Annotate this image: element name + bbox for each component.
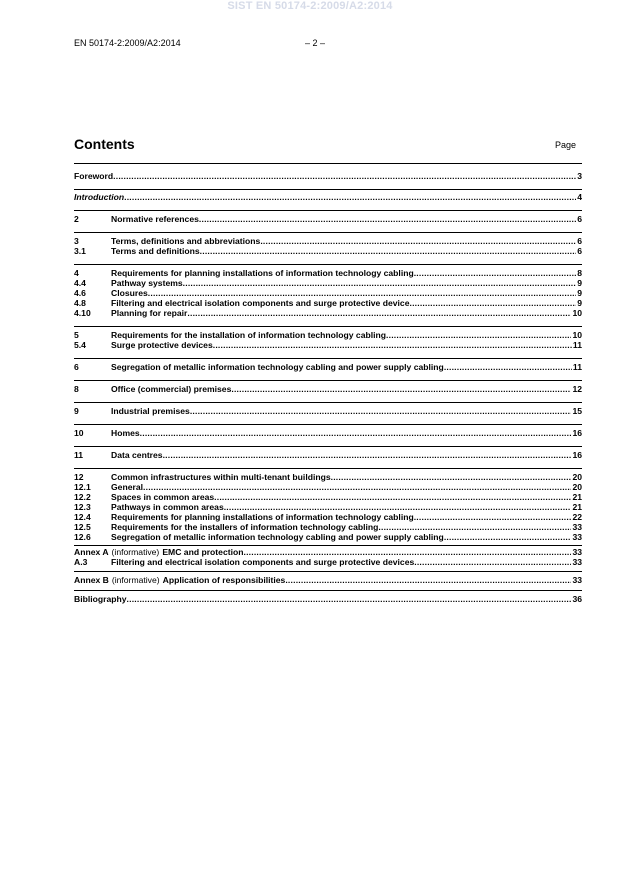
toc-entry-page: 3 bbox=[577, 171, 582, 181]
leader-dots bbox=[199, 214, 576, 224]
toc-entry-title: Bibliography bbox=[74, 594, 127, 604]
leader-dots bbox=[213, 340, 572, 350]
toc-entry[interactable] bbox=[74, 547, 582, 557]
toc-entry[interactable] bbox=[74, 362, 582, 372]
toc-entry-title: Data centres bbox=[111, 450, 163, 460]
toc-entry-title: Closures bbox=[111, 288, 148, 298]
toc-entry-title: Spaces in common areas bbox=[111, 492, 215, 502]
toc-entry[interactable] bbox=[74, 406, 582, 416]
toc-entry[interactable] bbox=[74, 428, 582, 438]
toc-entry[interactable] bbox=[74, 482, 582, 492]
toc-entry-number: 10 bbox=[74, 428, 84, 438]
toc-entry[interactable] bbox=[74, 384, 582, 394]
toc-entry-number: 5 bbox=[74, 330, 79, 340]
leader-dots bbox=[200, 246, 577, 256]
toc-entry-number: 12.6 bbox=[74, 532, 91, 542]
toc-entry-title: Pathways in common areas bbox=[111, 502, 224, 512]
leader-dots bbox=[444, 362, 572, 372]
toc-entry-page: 20 bbox=[572, 482, 582, 492]
toc-entry-page: 6 bbox=[577, 214, 582, 224]
leader-dots bbox=[260, 236, 576, 246]
toc-entry-title: Application of responsibilities bbox=[162, 575, 286, 585]
toc-entry-page: 21 bbox=[572, 492, 582, 502]
leader-dots bbox=[187, 308, 571, 318]
toc-entry-page: 36 bbox=[572, 594, 582, 604]
toc-entry-title: Normative references bbox=[111, 214, 199, 224]
toc-entry-number: 12.4 bbox=[74, 512, 91, 522]
toc-entry-title: Requirements for the installation of information technology cabling bbox=[111, 330, 387, 340]
toc-entry-number: 4.6 bbox=[74, 288, 86, 298]
toc-entry[interactable] bbox=[74, 236, 582, 246]
toc-entry-number: 8 bbox=[74, 384, 79, 394]
toc-entry-page: 10 bbox=[572, 330, 582, 340]
toc-entry-page: 33 bbox=[572, 557, 582, 567]
toc-entry-number: 12.5 bbox=[74, 522, 91, 532]
toc-entry[interactable] bbox=[74, 340, 582, 350]
toc-entry-title: Office (commercial) premises bbox=[111, 384, 232, 394]
toc-entry[interactable] bbox=[74, 575, 582, 585]
toc-entry[interactable] bbox=[74, 330, 582, 340]
toc-entry-title: Filtering and electrical isolation components and surge protective devices bbox=[111, 557, 415, 567]
toc-entry[interactable] bbox=[74, 278, 582, 288]
toc-entry-title: Common infrastructures within multi-tenant buildings bbox=[111, 472, 331, 482]
toc-entry[interactable] bbox=[74, 450, 582, 460]
toc-entry-page: 16 bbox=[572, 428, 582, 438]
leader-dots bbox=[414, 557, 571, 567]
toc-entry[interactable] bbox=[74, 298, 582, 308]
leader-dots bbox=[224, 502, 572, 512]
toc-entry-title: Requirements for the installers of information technology cabling bbox=[111, 522, 379, 532]
leader-dots bbox=[163, 450, 572, 460]
toc-entry-page: 8 bbox=[577, 268, 582, 278]
toc-entry-page: 9 bbox=[577, 278, 582, 288]
toc-entry-page: 9 bbox=[577, 288, 582, 298]
toc-entry-number: 12.1 bbox=[74, 482, 91, 492]
leader-dots bbox=[285, 575, 571, 585]
toc-entry[interactable] bbox=[74, 512, 582, 522]
toc-entry-page: 16 bbox=[572, 450, 582, 460]
leader-dots bbox=[414, 268, 577, 278]
toc-entry-number: 5.4 bbox=[74, 340, 86, 350]
toc-entry-title: Homes bbox=[111, 428, 140, 438]
document-code: EN 50174-2:2009/A2:2014 bbox=[74, 38, 181, 48]
leader-dots bbox=[140, 428, 572, 438]
watermark-text: SIST EN 50174-2:2009/A2:2014 bbox=[227, 0, 393, 12]
toc-entry[interactable] bbox=[74, 557, 582, 567]
toc-entry-page: 10 bbox=[572, 308, 582, 318]
toc-entry[interactable] bbox=[74, 532, 582, 542]
toc-entry-page: 20 bbox=[572, 472, 582, 482]
leader-dots bbox=[243, 547, 571, 557]
toc-entry-title: Foreword bbox=[74, 171, 114, 181]
toc-entry-title: General bbox=[111, 482, 144, 492]
toc-entry-page: 21 bbox=[572, 502, 582, 512]
leader-dots bbox=[231, 384, 571, 394]
leader-dots bbox=[444, 532, 572, 542]
toc-entry-title: Introduction bbox=[74, 192, 125, 202]
toc-entry-title: EMC and protection bbox=[162, 547, 244, 557]
leader-dots bbox=[124, 192, 576, 202]
toc-entry[interactable] bbox=[74, 472, 582, 482]
annex-type: (informative) bbox=[111, 575, 160, 585]
toc-entry-page: 6 bbox=[577, 246, 582, 256]
toc-entry-title: Requirements for planning installations of information technology cabling bbox=[111, 512, 414, 522]
leader-dots bbox=[214, 492, 571, 502]
toc-entry[interactable] bbox=[74, 171, 582, 181]
toc-entry-page: 33 bbox=[572, 575, 582, 585]
toc-entry[interactable] bbox=[74, 288, 582, 298]
toc-entry-title: Terms and definitions bbox=[111, 246, 200, 256]
toc-entry[interactable] bbox=[74, 522, 582, 532]
leader-dots bbox=[143, 482, 571, 492]
toc-entry-number: 4.10 bbox=[74, 308, 91, 318]
table-of-contents bbox=[74, 171, 582, 604]
leader-dots bbox=[190, 406, 572, 416]
toc-entry-title: Terms, definitions and abbreviations bbox=[111, 236, 261, 246]
toc-entry-title: Industrial premises bbox=[111, 406, 190, 416]
toc-entry-title: Requirements for planning installations of information technology cabling bbox=[111, 268, 414, 278]
page-number: – 2 – bbox=[305, 38, 326, 48]
toc-entry-page: 11 bbox=[572, 362, 582, 372]
toc-entry[interactable] bbox=[74, 502, 582, 512]
toc-entry-number: 11 bbox=[74, 450, 84, 460]
toc-entry-number: 3.1 bbox=[74, 246, 86, 256]
toc-entry-title: Segregation of metallic information technology cabling and power supply cabling bbox=[111, 362, 444, 372]
leader-dots bbox=[409, 298, 576, 308]
toc-entry[interactable] bbox=[74, 308, 582, 318]
toc-entry-number: A.3 bbox=[74, 557, 88, 567]
toc-entry[interactable] bbox=[74, 192, 582, 202]
toc-entry-number: 9 bbox=[74, 406, 79, 416]
leader-dots bbox=[148, 288, 576, 298]
toc-entry[interactable] bbox=[74, 594, 582, 604]
toc-entry-page: 9 bbox=[577, 298, 582, 308]
toc-entry-page: 12 bbox=[572, 384, 582, 394]
leader-dots bbox=[414, 512, 572, 522]
leader-dots bbox=[378, 522, 571, 532]
toc-top-rule bbox=[74, 163, 582, 164]
leader-dots bbox=[113, 171, 576, 181]
leader-dots bbox=[127, 594, 572, 604]
toc-entry-number: 12 bbox=[74, 472, 84, 482]
leader-dots bbox=[331, 472, 572, 482]
toc-entry-title: Planning for repair bbox=[111, 308, 188, 318]
page-column-label: Page bbox=[555, 140, 577, 150]
toc-entry-title: Pathway systems bbox=[111, 278, 183, 288]
toc-entry-number: 4.8 bbox=[74, 298, 86, 308]
toc-entry-page: 33 bbox=[572, 522, 582, 532]
toc-entry[interactable] bbox=[74, 268, 582, 278]
leader-dots bbox=[183, 278, 577, 288]
toc-entry-number: 12.2 bbox=[74, 492, 91, 502]
toc-entry-page: 15 bbox=[572, 406, 582, 416]
toc-entry-number: 2 bbox=[74, 214, 79, 224]
toc-entry[interactable] bbox=[74, 492, 582, 502]
toc-entry[interactable] bbox=[74, 246, 582, 256]
toc-entry-title: Surge protective devices bbox=[111, 340, 213, 350]
toc-entry[interactable] bbox=[74, 214, 582, 224]
contents-heading: Contents bbox=[74, 136, 135, 152]
toc-entry-page: 33 bbox=[572, 532, 582, 542]
annex-type: (informative) bbox=[111, 547, 160, 557]
annex-label: Annex B bbox=[74, 575, 109, 585]
toc-entry-number: 4.4 bbox=[74, 278, 86, 288]
toc-entry-number: 6 bbox=[74, 362, 79, 372]
toc-entry-page: 33 bbox=[572, 547, 582, 557]
annex-label: Annex A bbox=[74, 547, 109, 557]
toc-entry-page: 22 bbox=[572, 512, 582, 522]
toc-entry-page: 6 bbox=[577, 236, 582, 246]
toc-entry-page: 11 bbox=[572, 340, 582, 350]
leader-dots bbox=[386, 330, 571, 340]
toc-entry-number: 3 bbox=[74, 236, 79, 246]
toc-entry-title: Filtering and electrical isolation components and surge protective device bbox=[111, 298, 410, 308]
toc-entry-number: 12.3 bbox=[74, 502, 91, 512]
toc-entry-number: 4 bbox=[74, 268, 79, 278]
toc-entry-page: 4 bbox=[577, 192, 582, 202]
toc-entry-title: Segregation of metallic information technology cabling and power supply cabling bbox=[111, 532, 444, 542]
